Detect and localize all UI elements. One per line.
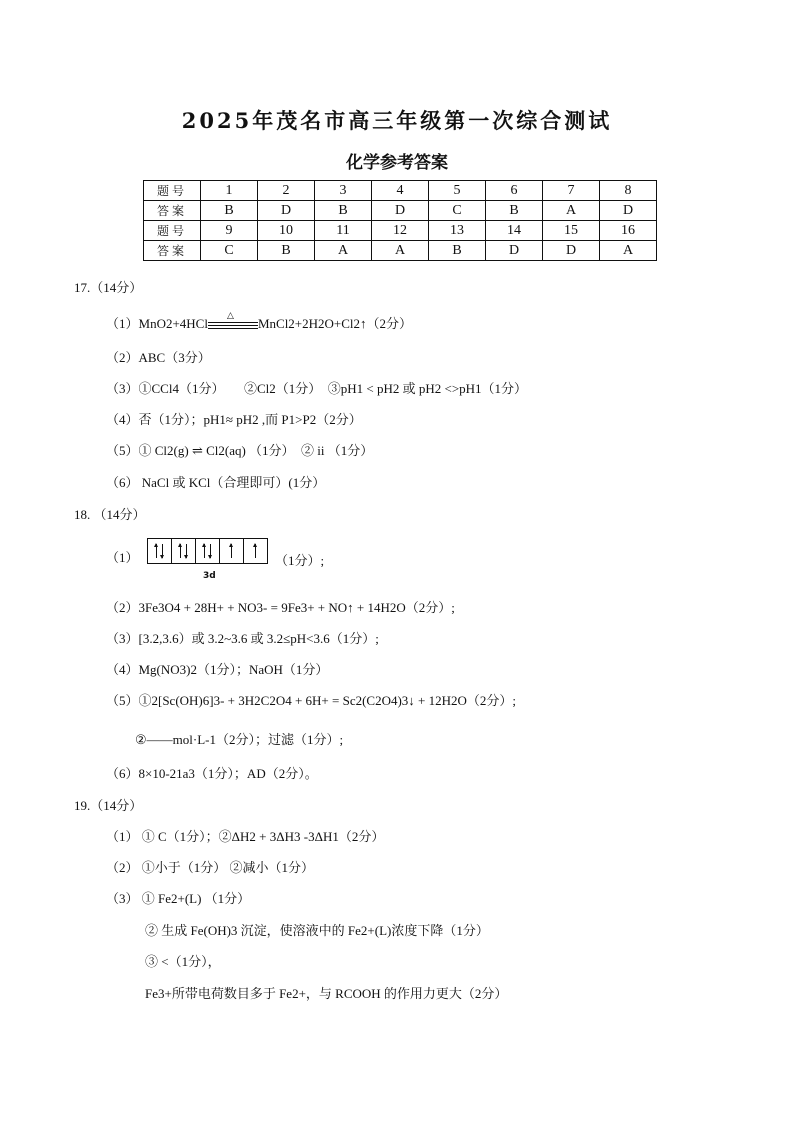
table-cell: A xyxy=(372,241,429,261)
q18-part5a: （5）①2[Sc(OH)6]3- + 3H2C2O4 + 6H+ = Sc2(C2O4)3↓ + 12H2O（2分）; xyxy=(106,693,517,708)
table-cell: C xyxy=(201,241,258,261)
spin-down-icon xyxy=(186,544,187,558)
table-cell: 7 xyxy=(543,181,600,201)
row-label: 答案 xyxy=(144,201,201,221)
q19-heading: 19.（14分） xyxy=(74,798,143,813)
table-cell: 6 xyxy=(486,181,543,201)
q17-part2: （2）ABC（3分） xyxy=(106,350,211,365)
q17-part1 xyxy=(106,310,413,332)
table-cell: D xyxy=(486,241,543,261)
table-cell: B xyxy=(315,201,372,221)
page-subtitle: 化学参考答案 xyxy=(346,153,448,173)
table-cell: B xyxy=(201,201,258,221)
q19-part3d: Fe3+所带电荷数目多于 Fe2+，与 RCOOH 的作用力更大（2分） xyxy=(145,986,508,1001)
table-cell: D xyxy=(258,201,315,221)
spin-down-icon xyxy=(162,544,163,558)
table-cell: D xyxy=(543,241,600,261)
q19-part3b: ② 生成 Fe(OH)3 沉淀，使溶液中的 Fe2+(L)浓度下降（1分） xyxy=(145,923,489,938)
table-cell: D xyxy=(600,201,657,221)
q18-part2: （2）3Fe3O4 + 28H+ + NO3- = 9Fe3+ + NO↑ + 14H2O（2分）; xyxy=(106,600,455,615)
table-row xyxy=(144,241,657,261)
q17-part1-reactants: MnO2+4HCl xyxy=(138,316,208,331)
table-cell: 4 xyxy=(372,181,429,201)
table-row xyxy=(144,181,657,201)
table-cell: 8 xyxy=(600,181,657,201)
orbital-box xyxy=(220,539,244,563)
heat-equals-sign xyxy=(208,310,258,331)
spin-up-icon xyxy=(204,544,205,558)
table-cell: 13 xyxy=(429,221,486,241)
table-cell: 5 xyxy=(429,181,486,201)
heat-icon: △ xyxy=(226,310,234,321)
table-row xyxy=(144,221,657,241)
q18-part6: （6）8×10-21a3（1分）；AD（2分）。 xyxy=(106,766,318,781)
row-label: 题号 xyxy=(144,221,201,241)
orbital-diagram xyxy=(147,538,268,564)
q19-part3a: （3） ① Fe2+(L) （1分） xyxy=(106,891,251,906)
table-cell: B xyxy=(258,241,315,261)
q17-part1-products: MnCl2+2H2O+Cl2↑（2分） xyxy=(257,316,413,331)
q17-part4: （4）否（1分）；pH1≈ pH2 ,而 P1>P2（2分） xyxy=(106,412,362,427)
table-cell: 9 xyxy=(201,221,258,241)
q17-part3: （3）①CCl4（1分） ②Cl2（1分） ③pH1 < pH2 或 pH2 <>pH1（1分） xyxy=(106,381,528,396)
q19-part1: （1） ① C（1分）；②ΔH2 + 3ΔH3 -3ΔH1（2分） xyxy=(106,829,385,844)
table-cell: 16 xyxy=(600,221,657,241)
q18-heading: 18. （14分） xyxy=(74,507,146,522)
q19-part3c: ③ <（1分）， xyxy=(145,954,221,969)
spin-up-icon xyxy=(180,544,181,558)
table-cell: B xyxy=(486,201,543,221)
table-cell: D xyxy=(372,201,429,221)
table-cell: B xyxy=(429,241,486,261)
table-cell: 3 xyxy=(315,181,372,201)
orbital-label: 3d xyxy=(203,571,216,581)
q17-heading: 17.（14分） xyxy=(74,280,143,295)
table-row xyxy=(144,201,657,221)
table-cell: A xyxy=(543,201,600,221)
table-cell: 11 xyxy=(315,221,372,241)
orbital-box xyxy=(244,539,267,563)
row-label: 题号 xyxy=(144,181,201,201)
table-cell: 12 xyxy=(372,221,429,241)
q17-part1-label: （1） xyxy=(106,316,139,331)
spin-up-icon xyxy=(156,544,157,558)
page-title: 2025年茂名市高三年级第一次综合测试 xyxy=(181,108,613,133)
q17-part5: （5）① Cl2(g) ⇌ Cl2(aq) （1分） ② ii （1分） xyxy=(106,443,374,458)
q18-part4: （4）Mg(NO3)2（1分）；NaOH（1分） xyxy=(106,662,329,677)
orbital-box xyxy=(148,539,172,563)
table-cell: A xyxy=(600,241,657,261)
row-label: 答案 xyxy=(144,241,201,261)
table-cell: 15 xyxy=(543,221,600,241)
q18-part5b: ②——mol·L-1（2分）；过滤（1分）; xyxy=(135,732,344,747)
q18-part3: （3）[3.2,3.6）或 3.2~3.6 或 3.2≤pH<3.6（1分）; xyxy=(106,631,379,646)
spin-up-icon xyxy=(231,544,232,558)
spin-down-icon xyxy=(210,544,211,558)
orbital-box xyxy=(196,539,220,563)
q18-part1-label: （1） xyxy=(106,550,139,565)
table-cell: A xyxy=(315,241,372,261)
q17-part6: （6） NaCl 或 KCl（合理即可）(1分） xyxy=(106,475,326,490)
q18-part1-score: （1分）; xyxy=(275,553,325,568)
table-cell: 2 xyxy=(258,181,315,201)
table-cell: 10 xyxy=(258,221,315,241)
spin-up-icon xyxy=(255,544,256,558)
table-cell: 1 xyxy=(201,181,258,201)
table-cell: 14 xyxy=(486,221,543,241)
q19-part2: （2） ①小于（1分） ②减小（1分） xyxy=(106,860,315,875)
answer-table xyxy=(143,180,657,261)
orbital-box xyxy=(172,539,196,563)
table-cell: C xyxy=(429,201,486,221)
